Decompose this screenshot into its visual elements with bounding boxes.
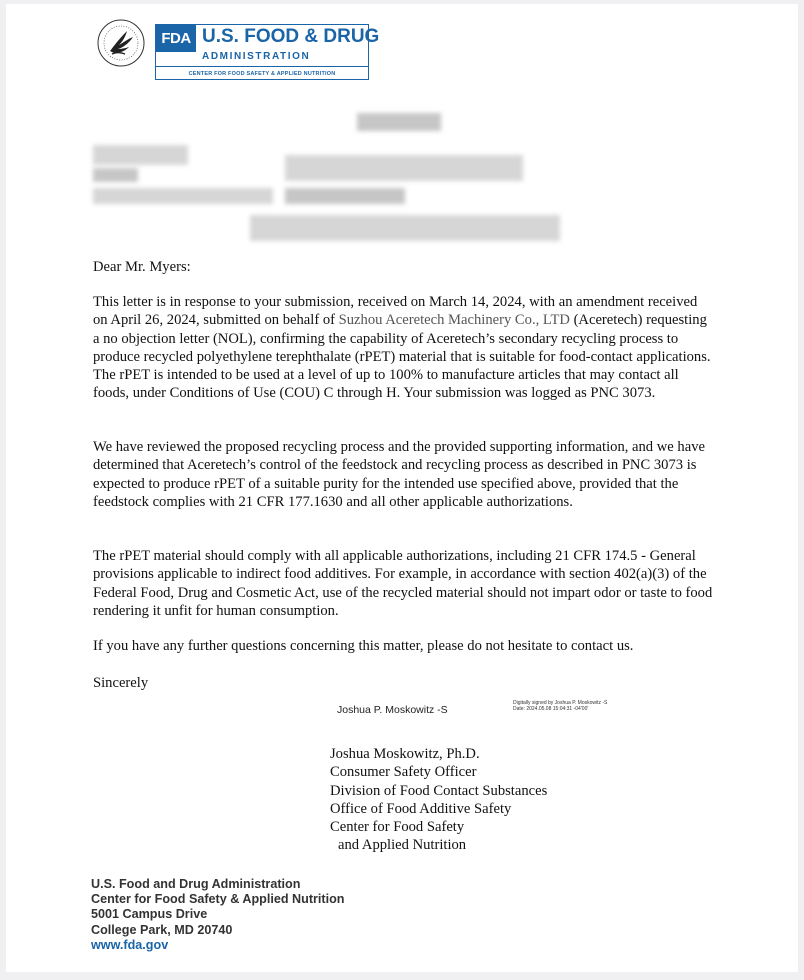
digital-signature-line: Digitally signed by Joshua P. Moskowitz -S [513,700,608,706]
fda-letterhead-logo [155,24,380,80]
signer-block [330,745,547,855]
salutation: Dear Mr. Myers: [93,259,191,275]
footer-center: Center for Food Safety & Applied Nutrition [91,892,345,907]
signer-name: Joshua Moskowitz, Ph.D. [330,746,480,762]
center-name-line: CENTER FOR FOOD SAFETY & APPLIED NUTRITION [156,66,368,80]
signer-office: Office of Food Additive Safety [330,800,512,817]
redacted-address-line [93,168,138,182]
redacted-address-line [250,215,560,241]
footer-agency: U.S. Food and Drug Administration [91,877,301,891]
redacted-address-line [93,188,273,204]
fda-logo-tag: FDA [156,25,196,52]
redacted-address-line [285,155,523,181]
p1-text-b: (Aceretech) requesting a no objection letter (NOL), confirming the capability of Aceretech’s secondary recycling process to produce recycled polyethylene terephthalate (rPET) material that is suitable for food-contact applications. The rPET is intended to be used at a level of up to 100% to manufacture articles that may contact all foods, under Conditions of Use (COU) C through H. Your submission was logged as PNC 3073. [93,312,711,402]
signer-center: Center for Food Safety [330,819,465,836]
agency-subtitle: ADMINISTRATION [202,51,311,62]
footer-street: 5001 Campus Drive [91,907,208,922]
signer-title: Consumer Safety Officer [330,764,477,781]
company-name: Suzhou Aceretech Machinery Co., LTD [338,312,570,329]
digital-signature-date: Date: 2024.05.08 15:04:31 -04'00' [513,706,589,712]
footer-address [91,877,345,953]
digital-signature-name: Joshua P. Moskowitz -S [337,704,448,716]
redacted-address-line [93,145,188,165]
body-paragraph-1 [93,293,713,403]
p1-text-a: This letter is in response to your submission, received on March 14, 2024, with an amendment received on April 26, 2024, submitted on behalf of [93,294,698,329]
footer-city: College Park, MD 20740 [91,922,233,937]
signer-division: Division of Food Contact Substances [330,782,548,799]
body-paragraph-2: We have reviewed the proposed recycling process and the provided supporting information, and we have determined that Aceretech’s control of the feedstock and recycling process as described in PNC 3073 is expected to produce rPET of a suitable purity for the intended use specified above, provided that the feedstock complies with 21 CFR 177.1630 and all other applicable authorizations. [93,439,705,510]
agency-name: U.S. FOOD & DRUG [202,26,380,47]
footer-website-link[interactable]: www.fda.gov [91,937,169,952]
closing: Sincerely [93,675,149,691]
body-paragraph-3: The rPET material should comply with all applicable authorizations, including 21 CFR 174.5 - General provisions applicable to indirect food additives. For example, in accordance with section 402(a)(3) of the Federal Food, Drug and Cosmetic Act, use of the recycled material should not impart odor or taste to food rendering it unfit for human consumption. [93,548,713,619]
digital-signature-stamp [513,700,643,712]
body-paragraph-4: If you have any further questions concerning this matter, please do not hesitate to contact us. [93,638,634,654]
redacted-date [357,113,441,131]
hhs-eagle-seal-icon [96,18,146,68]
redacted-address-line [285,188,405,204]
signer-center-cont: and Applied Nutrition [338,837,467,854]
